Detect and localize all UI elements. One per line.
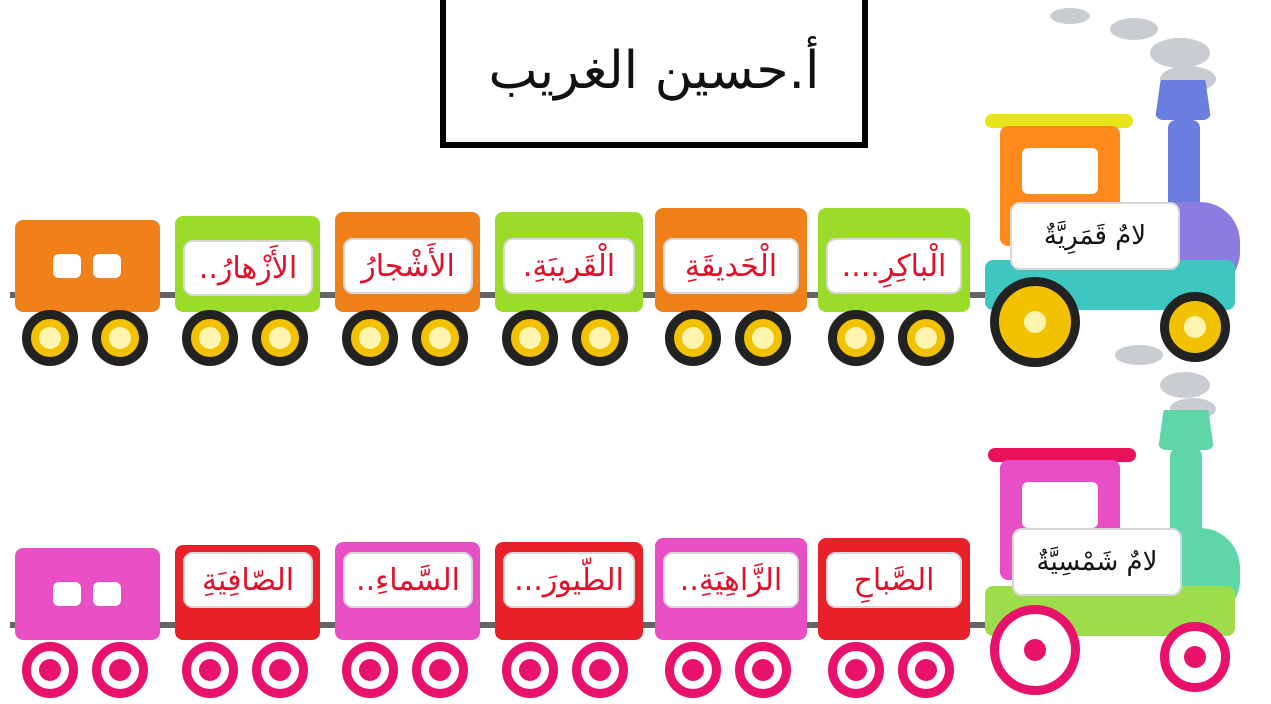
wheel [252,642,308,698]
wheel [665,310,721,366]
engine-wheel [990,277,1080,367]
cab-window [1022,482,1098,528]
wheel [182,642,238,698]
wheel [22,642,78,698]
wheel [252,310,308,366]
wheel [735,642,791,698]
wheel [92,642,148,698]
engine-label: لامٌ شَمْسِيَّةٌ [1012,528,1182,596]
car-4-label: السَّماءِ.. [343,552,473,608]
train-shamsiya [0,400,1271,640]
rear-car [15,220,160,312]
wheel [828,310,884,366]
wheel [502,310,558,366]
chimney-top [1155,80,1211,120]
wheel [665,642,721,698]
wheel [828,642,884,698]
wheel [412,642,468,698]
wheel [735,310,791,366]
engine-wheel [1160,292,1230,362]
car-window [93,582,121,606]
engine-label: لامٌ قَمَرِيَّةٌ [1010,202,1180,270]
wheel [412,310,468,366]
chimney [1168,120,1200,210]
wheel [92,310,148,366]
car-window [53,582,81,606]
car-window [53,254,81,278]
engine-wheel [1160,622,1230,692]
wheel [342,310,398,366]
cab-window [1022,148,1098,194]
wheel [22,310,78,366]
engine-wheel [990,605,1080,695]
wheel [898,642,954,698]
wheel [502,642,558,698]
wheel [342,642,398,698]
car-2-label: الزَّاهِيَةِ.. [663,552,799,608]
car-3-label: الْقَريبَةِ. [503,238,635,294]
train-qamariya [0,92,1271,332]
chimney [1170,448,1202,538]
car-1-label: الْباكِرِ.... [826,238,962,294]
wheel [182,310,238,366]
wheel [898,310,954,366]
car-window [93,254,121,278]
wheel [572,642,628,698]
car-2-label: الْحَديقَةِ [663,238,799,294]
rear-car [15,548,160,640]
car-4-label: الأَشْجارُ [343,238,473,294]
car-3-label: الطّيورَ... [503,552,635,608]
car-1-label: الصَّباحِ [826,552,962,608]
page-title: أ.حسين الغريب [488,41,820,101]
car-5-label: الصّافِيَةِ [183,552,313,608]
chimney-top [1158,410,1214,450]
car-5-label: الأَزْهارُ.. [183,240,313,296]
wheel [572,310,628,366]
